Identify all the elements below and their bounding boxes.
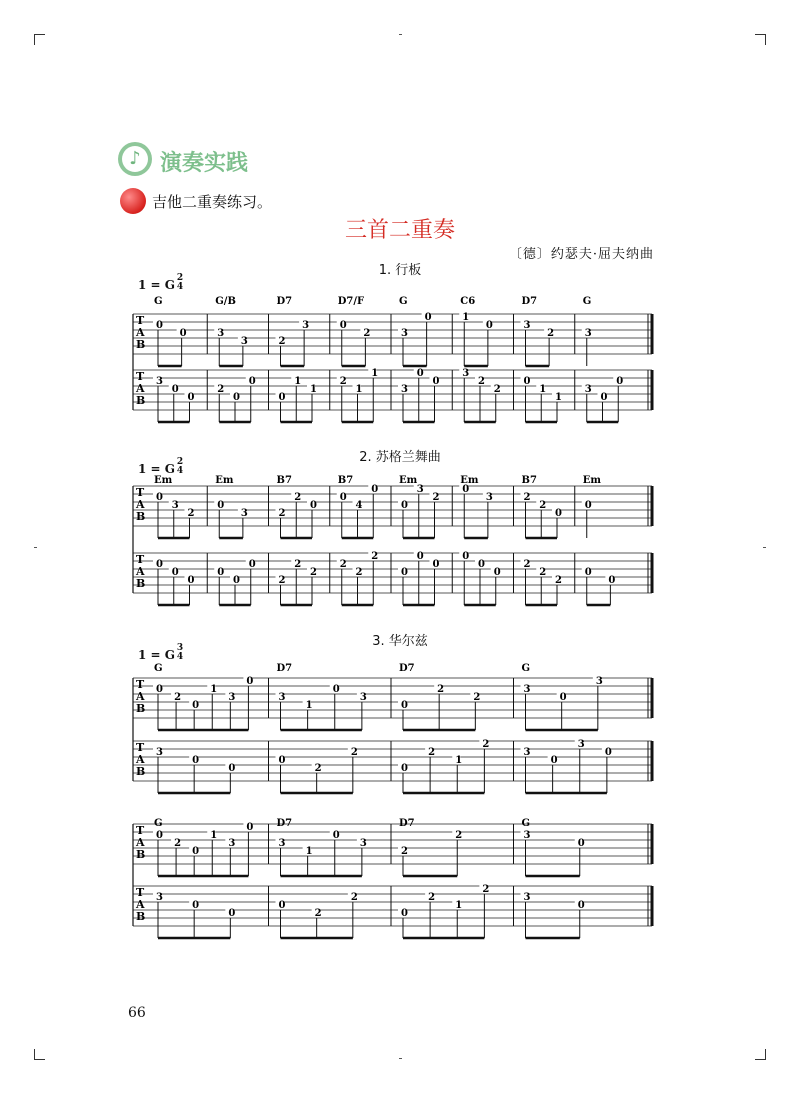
tab-fret-number: 1: [539, 384, 547, 395]
tab-fret-number: 0: [246, 676, 254, 687]
tab-fret-number: 1: [294, 376, 302, 387]
tab-fret-number: 1: [555, 392, 562, 403]
tab-fret-number: 1: [455, 900, 463, 911]
tab-fret-number: 2: [523, 492, 531, 503]
tab-fret-number: 2: [428, 892, 436, 903]
tab-fret-number: 0: [432, 376, 440, 387]
tab-fret-number: 0: [278, 900, 286, 911]
time-signature: 2 4: [176, 273, 184, 292]
tab-fret-number: 3: [359, 838, 367, 849]
tab-fret-number: 3: [240, 336, 248, 347]
chord-symbol: Em: [215, 475, 234, 486]
tab-fret-number: 2: [455, 830, 463, 841]
tab-fret-number: 3: [584, 384, 592, 395]
tab-clef-letter: A: [136, 326, 145, 339]
tab-fret-number: 3: [278, 838, 286, 849]
piece-title: 三首二重奏: [344, 218, 455, 243]
tab-clef-letter: T: [136, 886, 145, 899]
tab-fret-number: 0: [192, 846, 200, 857]
tab-fret-number: 0: [608, 575, 616, 586]
chord-symbol: C6: [460, 296, 476, 307]
tab-clef-letter: B: [136, 510, 146, 523]
composer: 〔德〕约瑟夫·屈夫纳曲: [508, 247, 654, 262]
tab-fret-number: 0: [233, 392, 240, 403]
key-signature: 1 = G: [138, 278, 176, 292]
tab-fret-number: 2: [482, 884, 490, 895]
tab-clef-letter: T: [136, 741, 145, 754]
tab-fret-number: 3: [156, 376, 163, 387]
tab-fret-number: 0: [584, 500, 592, 511]
section-title: 演奏实践: [160, 151, 249, 176]
tab-fret-number: 0: [248, 559, 256, 570]
tab-fret-number: 0: [156, 492, 163, 503]
tab-fret-number: 0: [600, 392, 608, 403]
tab-fret-number: 0: [278, 392, 286, 403]
tab-fret-number: 3: [595, 676, 603, 687]
chord-symbol: G: [521, 818, 531, 829]
tab-fret-number: 0: [401, 567, 408, 578]
tab-fret-number: 0: [577, 838, 585, 849]
chord-symbol: D7: [521, 296, 538, 307]
tab-fret-number: 0: [559, 692, 567, 703]
tab-fret-number: 2: [350, 747, 358, 758]
tab-fret-number: 1: [210, 830, 218, 841]
tab-fret-number: 1: [455, 755, 463, 766]
tab-fret-number: 0: [228, 908, 236, 919]
time-signature: 2 4: [176, 457, 184, 476]
tab-fret-number: 2: [350, 892, 358, 903]
tab-fret-number: 2: [278, 336, 286, 347]
tab-fret-number: 3: [156, 892, 163, 903]
chord-symbol: D7: [399, 818, 415, 829]
tab-fret-number: 2: [493, 384, 501, 395]
tab-fret-number: 2: [310, 567, 317, 578]
tab-fret-number: 1: [310, 384, 317, 395]
tab-fret-number: 2: [314, 763, 322, 774]
chord-symbol: D7: [399, 663, 415, 674]
tab-fret-number: 0: [246, 822, 254, 833]
tab-fret-number: 1: [371, 368, 379, 379]
tab-fret-number: 0: [217, 567, 225, 578]
tab-fret-number: 2: [523, 559, 531, 570]
tab-fret-number: 2: [539, 567, 547, 578]
tab-clef-letter: A: [136, 836, 145, 849]
tab-clef-letter: A: [136, 498, 145, 511]
chord-symbol: G: [154, 296, 163, 307]
tab-fret-number: 2: [278, 508, 286, 519]
tab-fret-number: 0: [248, 376, 256, 387]
tab-fret-number: 2: [294, 492, 302, 503]
tab-clef-letter: T: [136, 824, 145, 837]
tab-fret-number: 0: [192, 755, 200, 766]
chord-symbol: B7: [521, 475, 537, 486]
tab-fret-number: 3: [302, 320, 310, 331]
tab-fret-number: 0: [156, 320, 163, 331]
tab-fret-number: 2: [314, 908, 322, 919]
tab-fret-number: 3: [278, 692, 286, 703]
tab-fret-number: 3: [359, 692, 367, 703]
tab-fret-number: 1: [355, 384, 363, 395]
tab-fret-number: 2: [339, 559, 347, 570]
tab-clef-letter: T: [136, 678, 145, 691]
tab-fret-number: 0: [171, 567, 179, 578]
tab-clef-letter: T: [136, 314, 145, 327]
tab-fret-number: 0: [485, 320, 493, 331]
tab-fret-number: 3: [462, 368, 470, 379]
tab-fret-number: 3: [577, 739, 585, 750]
tab-fret-number: 0: [310, 500, 317, 511]
tab-fret-number: 0: [462, 484, 470, 495]
tab-fret-number: 2: [401, 846, 408, 857]
tab-fret-number: 0: [171, 384, 179, 395]
tab-fret-number: 3: [523, 747, 531, 758]
tab-fret-number: 1: [210, 684, 218, 695]
tab-fret-number: 3: [523, 320, 531, 331]
tab-fret-number: 2: [539, 500, 547, 511]
tab-fret-number: 2: [432, 492, 440, 503]
tab-fret-number: 2: [355, 567, 363, 578]
tab-fret-number: 0: [604, 747, 612, 758]
chord-symbol: Em: [154, 475, 173, 486]
tab-fret-number: 0: [416, 551, 424, 562]
tab-fret-number: 3: [217, 328, 225, 339]
chord-symbol: G: [154, 663, 163, 674]
chord-symbol: D7: [276, 818, 293, 829]
key-signature: 1 = G: [138, 462, 176, 476]
tab-fret-number: 4: [355, 500, 363, 511]
tab-fret-number: 0: [555, 508, 562, 519]
tab-fret-number: 0: [228, 763, 236, 774]
tab-fret-number: 2: [339, 376, 347, 387]
chord-symbol: D7: [276, 296, 293, 307]
tab-fret-number: 0: [278, 755, 286, 766]
tab-fret-number: 2: [217, 384, 225, 395]
chord-symbol: G/B: [215, 296, 236, 307]
music-note-icon: ♪: [118, 142, 152, 176]
time-signature: 3 4: [176, 643, 184, 662]
tab-fret-number: 0: [187, 575, 195, 586]
exercise-text: 吉他二重奏练习。: [152, 193, 273, 211]
tab-fret-number: 0: [339, 320, 347, 331]
tab-fret-number: 2: [482, 739, 490, 750]
tab-fret-number: 3: [228, 838, 236, 849]
tab-fret-number: 1: [462, 312, 470, 323]
tab-fret-number: 2: [437, 684, 445, 695]
tab-fret-number: 0: [401, 763, 408, 774]
tab-clef-letter: A: [136, 690, 145, 703]
tab-fret-number: 2: [428, 747, 436, 758]
tab-fret-number: 0: [339, 492, 347, 503]
chord-symbol: G: [582, 296, 592, 307]
tab-fret-number: 1: [305, 846, 313, 857]
tab-fret-number: 0: [192, 700, 200, 711]
tab-fret-number: 0: [577, 900, 585, 911]
tab-clef-letter: A: [136, 898, 145, 911]
tab-fret-number: 0: [187, 392, 195, 403]
tab-clef-letter: B: [136, 765, 146, 778]
tab-fret-number: 0: [156, 559, 163, 570]
tab-fret-number: 0: [371, 484, 379, 495]
tab-fret-number: 2: [174, 692, 182, 703]
tab-clef-letter: T: [136, 370, 145, 383]
tab-fret-number: 0: [332, 684, 340, 695]
page-number: 66: [128, 1005, 146, 1021]
chord-symbol: D7/F: [337, 296, 365, 307]
piece-1-subtitle: 1. 行板: [378, 263, 422, 278]
tab-fret-number: 0: [156, 684, 163, 695]
tab-fret-number: 0: [233, 575, 240, 586]
tab-fret-number: 0: [432, 559, 440, 570]
tab-clef-letter: T: [136, 553, 145, 566]
tab-fret-number: 3: [584, 328, 592, 339]
tab-fret-number: 0: [478, 559, 485, 570]
tab-fret-number: 0: [584, 567, 592, 578]
key-signature: 1 = G: [138, 648, 176, 662]
chord-symbol: B7: [276, 475, 292, 486]
chord-symbol: Em: [460, 475, 479, 486]
tab-fret-number: 2: [555, 575, 562, 586]
piece-2-subtitle: 2. 苏格兰舞曲: [359, 450, 441, 465]
tab-fret-number: 2: [174, 838, 182, 849]
tab-fret-number: 0: [401, 908, 408, 919]
tab-fret-number: 2: [473, 692, 481, 703]
piece-3-subtitle: 3. 华尔兹: [372, 634, 428, 649]
tab-clef-letter: B: [136, 702, 146, 715]
tab-fret-number: 2: [371, 551, 379, 562]
tab-fret-number: 3: [401, 328, 408, 339]
tab-fret-number: 0: [424, 312, 432, 323]
tab-fret-number: 3: [240, 508, 248, 519]
tab-fret-number: 3: [523, 684, 531, 695]
tab-fret-number: 0: [616, 376, 624, 387]
tab-fret-number: 2: [187, 508, 195, 519]
tab-clef-letter: A: [136, 753, 145, 766]
tab-clef-letter: A: [136, 565, 145, 578]
tab-fret-number: 3: [523, 892, 531, 903]
tab-fret-number: 3: [485, 492, 493, 503]
chord-symbol: B7: [337, 475, 354, 486]
tab-fret-number: 3: [228, 692, 236, 703]
tab-fret-number: 3: [416, 484, 424, 495]
tab-fret-number: 0: [493, 567, 501, 578]
tab-fret-number: 0: [416, 368, 424, 379]
tab-fret-number: 2: [294, 559, 302, 570]
chord-symbol: G: [154, 818, 163, 829]
tab-fret-number: 0: [156, 830, 163, 841]
tab-fret-number: 3: [401, 384, 408, 395]
tab-fret-number: 0: [523, 376, 531, 387]
tab-fret-number: 0: [401, 700, 408, 711]
chord-symbol: Em: [399, 475, 418, 486]
tab-clef-letter: B: [136, 910, 146, 923]
tab-fret-number: 0: [550, 755, 558, 766]
tab-clef-letter: B: [136, 848, 146, 861]
tab-fret-number: 0: [462, 551, 470, 562]
tab-fret-number: 0: [401, 500, 408, 511]
tab-fret-number: 2: [363, 328, 371, 339]
chord-symbol: G: [399, 296, 408, 307]
tab-fret-number: 1: [305, 700, 313, 711]
tab-clef-letter: B: [136, 338, 146, 351]
tab-fret-number: 3: [171, 500, 179, 511]
tab-clef-letter: A: [136, 382, 145, 395]
chord-symbol: Em: [582, 475, 601, 486]
tab-clef-letter: B: [136, 394, 146, 407]
tab-clef-letter: B: [136, 577, 146, 590]
tab-fret-number: 3: [156, 747, 163, 758]
tab-fret-number: 0: [217, 500, 225, 511]
tab-fret-number: 3: [523, 830, 531, 841]
tab-fret-number: 2: [278, 575, 286, 586]
tab-fret-number: 0: [332, 830, 340, 841]
tab-fret-number: 2: [478, 376, 485, 387]
tab-fret-number: 0: [179, 328, 187, 339]
chord-symbol: D7: [276, 663, 293, 674]
tab-fret-number: 2: [547, 328, 555, 339]
tab-fret-number: 0: [192, 900, 200, 911]
chord-symbol: G: [521, 663, 531, 674]
tab-clef-letter: T: [136, 486, 145, 499]
